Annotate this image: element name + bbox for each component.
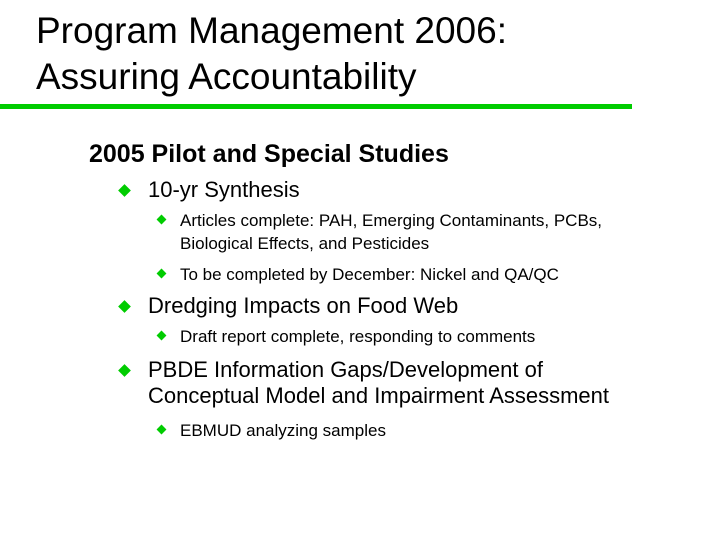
- bullet-item-text-line-1: PBDE Information Gaps/Development of: [148, 357, 543, 382]
- slide-title-line-1: Program Management 2006:: [36, 10, 507, 51]
- bullet-item-text-line-2: Conceptual Model and Impairment Assessment: [148, 383, 610, 408]
- bullet-item-text: Dredging Impacts on Food Web: [148, 293, 459, 318]
- sub-bullet-text-line-1: Articles complete: PAH, Emerging Contaminants, PCBs,: [180, 211, 603, 230]
- sub-bullet-draft-report: [158, 325, 535, 348]
- slide-title-line-2: Assuring Accountability: [36, 56, 417, 97]
- diamond-bullet-icon: [157, 269, 167, 279]
- diamond-bullet-icon: [118, 184, 131, 197]
- bullet-item-synthesis: [120, 177, 300, 203]
- bullet-item-dredging: [120, 293, 458, 319]
- diamond-bullet-icon: [157, 425, 167, 435]
- diamond-bullet-icon: [118, 300, 131, 313]
- diamond-bullet-icon: [157, 331, 167, 341]
- diamond-bullet-icon: [118, 364, 131, 377]
- sub-bullet-text: EBMUD analyzing samples: [180, 421, 386, 440]
- bullet-item-pbde: [120, 357, 609, 409]
- title-underline-rule: [0, 104, 632, 109]
- sub-bullet-text: To be completed by December: Nickel and QA/QC: [180, 265, 559, 284]
- section-heading: 2005 Pilot and Special Studies: [89, 140, 449, 168]
- sub-bullet-text: Draft report complete, responding to comments: [180, 327, 536, 346]
- bullet-item-text: 10-yr Synthesis: [148, 177, 300, 202]
- sub-bullet-articles: [158, 209, 602, 255]
- slide-title: [36, 8, 507, 100]
- diamond-bullet-icon: [157, 215, 167, 225]
- sub-bullet-ebmud: [158, 419, 386, 442]
- sub-bullet-to-be-completed: [158, 263, 559, 286]
- sub-bullet-text-line-2: Biological Effects, and Pesticides: [180, 234, 430, 253]
